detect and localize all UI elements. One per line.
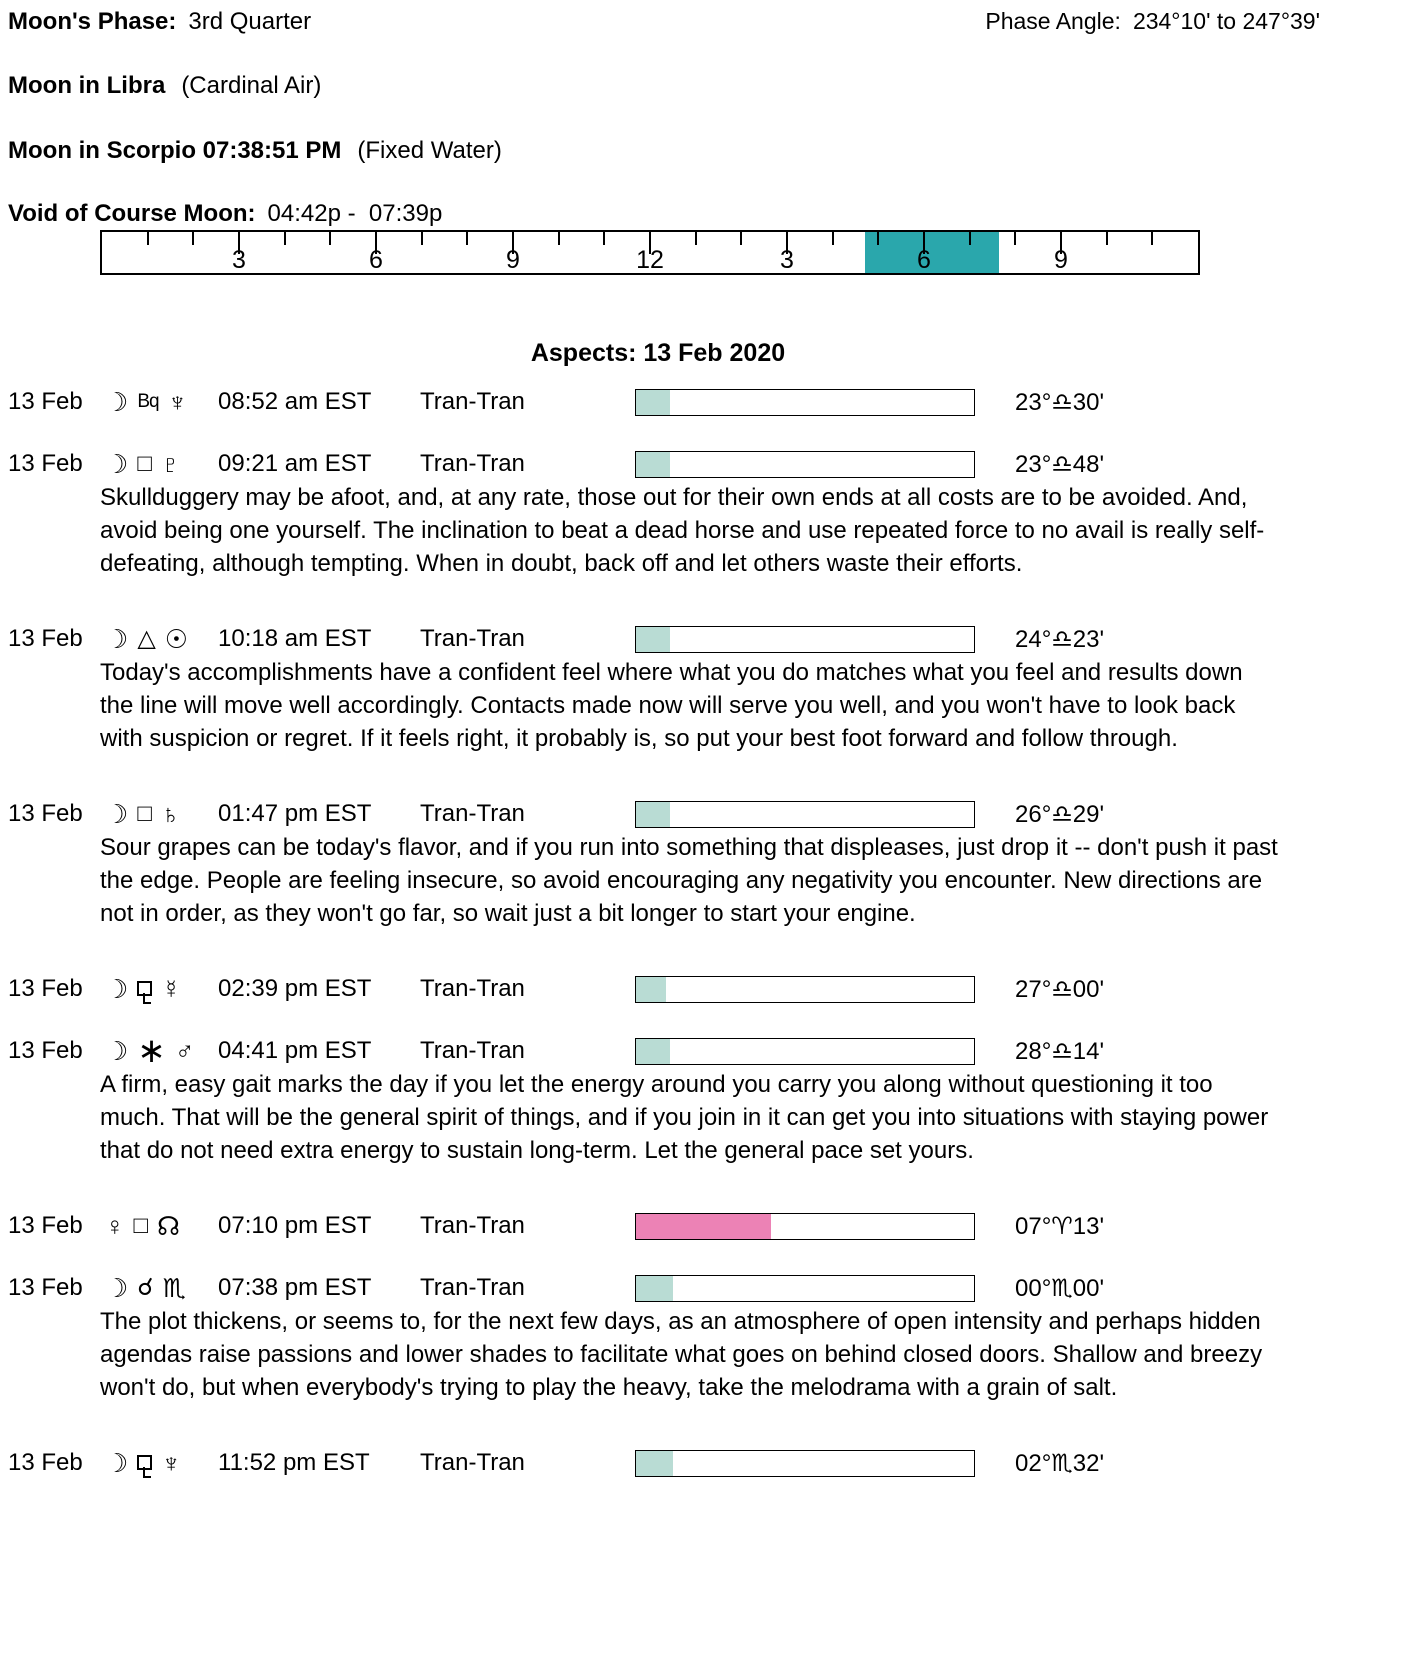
aspect-description: Skullduggery may be afoot, and, at any rate, those out for their own ends at all costs are to be avoided. And, avoid being one yourself. The inclination to beat a dead horse and use repeated force to no avail is really self-defeating, although tempting. When in doubt, back off and let others waste their efforts.: [100, 484, 1265, 577]
aspect-time: 08:52 am EST: [218, 388, 372, 415]
aspect-date: 13 Feb: [8, 1274, 83, 1301]
aspect-row: [8, 1032, 1408, 1070]
aspect-degree: 23°♎48': [1015, 450, 1105, 478]
aspect-degree: 23°♎30': [1015, 388, 1105, 416]
aspect-row: [8, 449, 1408, 479]
trine-icon: △: [137, 625, 156, 652]
aspect-description: The plot thickens, or seems to, for the next few days, as an atmosphere of open intensity and perhaps hidden agendas raise passions and lower shades to facilitate what goes on behind closed doors. Shallow and breezy won't do, but when everybody's trying to play the heavy, take the melodrama with a grain of salt.: [100, 1308, 1263, 1401]
aspect-row: [8, 1211, 1408, 1241]
quintile-icon: [137, 1457, 152, 1470]
aspects-title: Aspects: 13 Feb 2020: [530, 339, 786, 367]
phase-angle-label: Phase Angle:: [985, 8, 1121, 34]
header-line-moon-sign-2: [8, 137, 1408, 165]
aspect-date: 13 Feb: [8, 1037, 83, 1064]
aspect-type: Tran-Tran: [420, 450, 525, 477]
aspect-type: Tran-Tran: [420, 1037, 525, 1064]
square-aspect-icon: □: [133, 1212, 148, 1239]
aspect-row: [8, 1448, 1408, 1478]
ruler-hour-label: 6: [369, 246, 383, 274]
saturn-icon: ♄: [160, 799, 181, 829]
neptune-icon: ♆: [167, 387, 188, 417]
orb-progress-bar: [635, 976, 975, 1003]
aspect-type: Tran-Tran: [420, 1274, 525, 1301]
aspect-type: Tran-Tran: [420, 388, 525, 415]
aspect-date: 13 Feb: [8, 800, 83, 827]
pluto-icon: ♇: [160, 449, 181, 479]
aspect-date: 13 Feb: [8, 625, 83, 652]
sun-icon: ☉: [164, 624, 189, 654]
aspect-degree: 26°♎29': [1015, 800, 1105, 828]
aspect-type: Tran-Tran: [420, 1449, 525, 1476]
orb-progress-bar: [635, 451, 975, 478]
aspect-degree: 27°♎00': [1015, 975, 1105, 1003]
orb-progress-bar: [635, 389, 975, 416]
header-line-moon-sign-1: [8, 72, 1408, 100]
orb-progress-bar: [635, 1450, 975, 1477]
moon-icon: ☽: [105, 799, 129, 829]
orb-progress-bar: [635, 626, 975, 653]
mercury-icon: ☿: [161, 974, 181, 1004]
moon-icon: ☽: [105, 1036, 129, 1066]
aspect-time: 07:38 pm EST: [218, 1274, 372, 1301]
aspect-date: 13 Feb: [8, 1212, 83, 1239]
moon-icon: ☽: [105, 387, 129, 417]
moons-phase-value: 3rd Quarter: [188, 8, 312, 35]
ruler-hour-label: 3: [780, 246, 794, 274]
quintile-icon: [137, 983, 152, 996]
moon-in-libra-quality: (Cardinal Air): [181, 72, 322, 99]
orb-progress-bar: [635, 1213, 975, 1240]
venus-icon: ♀: [105, 1211, 125, 1241]
scorpio-icon: ♏: [162, 1273, 186, 1303]
conjunction-icon: ☌: [137, 1274, 154, 1301]
aspect-row: [8, 387, 1408, 417]
moon-icon: ☽: [105, 449, 129, 479]
ruler-hour-label: 3: [232, 246, 246, 274]
aspect-date: 13 Feb: [8, 388, 83, 415]
north-node-icon: ☊: [157, 1211, 181, 1241]
voc-ruler: [100, 230, 1200, 275]
neptune-icon: ♆: [161, 1448, 181, 1478]
aspect-type: Tran-Tran: [420, 800, 525, 827]
phase-angle-value: 234°10' to 247°39': [1132, 8, 1320, 34]
aspect-time: 11:52 pm EST: [218, 1449, 370, 1476]
moons-phase-label: Moon's Phase:: [8, 8, 177, 35]
voc-label: Void of Course Moon:: [8, 200, 256, 227]
aspect-date: 13 Feb: [8, 975, 83, 1002]
orb-progress-bar: [635, 801, 975, 828]
aspect-description: Today's accomplishments have a confident feel where what you do matches what you feel and results down the line will move well accordingly. Contacts made now will serve you well, and you won't have to look back with suspicion or regret. If it feels right, it probably is, so put your best foot forward and follow through.: [100, 659, 1243, 752]
aspect-row: [8, 624, 1408, 654]
header-line-voc: [8, 200, 1408, 228]
aspect-description: A firm, easy gait marks the day if you let the energy around you carry you along without questioning it too much. That will be the general spirit of things, and if you join in it can get you into situations with staying power that do not need extra energy to sustain long-term. Let the general pace set yours.: [100, 1071, 1269, 1164]
aspect-time: 07:10 pm EST: [218, 1212, 372, 1239]
moon-in-scorpio: Moon in Scorpio 07:38:51 PM: [8, 137, 342, 164]
aspect-date: 13 Feb: [8, 450, 83, 477]
aspect-time: 09:21 am EST: [218, 450, 372, 477]
aspect-degree: 02°♏32': [1015, 1449, 1105, 1477]
voc-ruler-labels: [102, 232, 1198, 273]
aspect-type: Tran-Tran: [420, 1212, 525, 1239]
aspect-type: Tran-Tran: [420, 625, 525, 652]
header-line-phase: [8, 8, 1320, 36]
moon-icon: ☽: [105, 624, 129, 654]
aspect-row: [8, 1273, 1408, 1303]
aspect-degree: 00°♏00': [1015, 1274, 1105, 1302]
aspect-time: 01:47 pm EST: [218, 800, 372, 827]
aspect-description: Sour grapes can be today's flavor, and if you run into something that displeases, just drop it -- don't push it past the edge. People are feeling insecure, so avoid encouraging any negativity you encounter. New directions are not in order, as they won't go far, so wait just a bit longer to start your engine.: [100, 834, 1278, 927]
ruler-hour-label: 6: [917, 246, 931, 274]
biquintile-icon: Bq: [137, 391, 159, 412]
aspect-row: [8, 974, 1408, 1004]
aspect-degree: 24°♎23': [1015, 625, 1105, 653]
aspect-time: 10:18 am EST: [218, 625, 372, 652]
aspect-row: [8, 799, 1408, 829]
orb-progress-bar: [635, 1275, 975, 1302]
voc-value: 04:42p - 07:39p: [267, 200, 443, 227]
ruler-hour-label: 9: [1054, 246, 1068, 274]
moon-icon: ☽: [105, 1273, 129, 1303]
moon-icon: ☽: [105, 974, 129, 1004]
aspect-degree: 28°♎14': [1015, 1037, 1105, 1065]
aspect-time: 04:41 pm EST: [218, 1037, 372, 1064]
square-aspect-icon: □: [137, 800, 152, 827]
ruler-hour-label: 12: [636, 246, 664, 274]
moon-in-libra: Moon in Libra: [8, 72, 166, 99]
aspect-date: 13 Feb: [8, 1449, 83, 1476]
ruler-hour-label: 9: [506, 246, 520, 274]
aspect-time: 02:39 pm EST: [218, 975, 372, 1002]
sextile-icon: ∗: [137, 1032, 166, 1070]
aspect-type: Tran-Tran: [420, 975, 525, 1002]
mars-icon: ♂: [174, 1036, 195, 1066]
square-aspect-icon: □: [137, 450, 152, 477]
aspect-degree: 07°♈13': [1015, 1212, 1105, 1240]
moon-in-scorpio-quality: (Fixed Water): [357, 137, 502, 164]
orb-progress-bar: [635, 1038, 975, 1065]
moon-icon: ☽: [105, 1448, 129, 1478]
